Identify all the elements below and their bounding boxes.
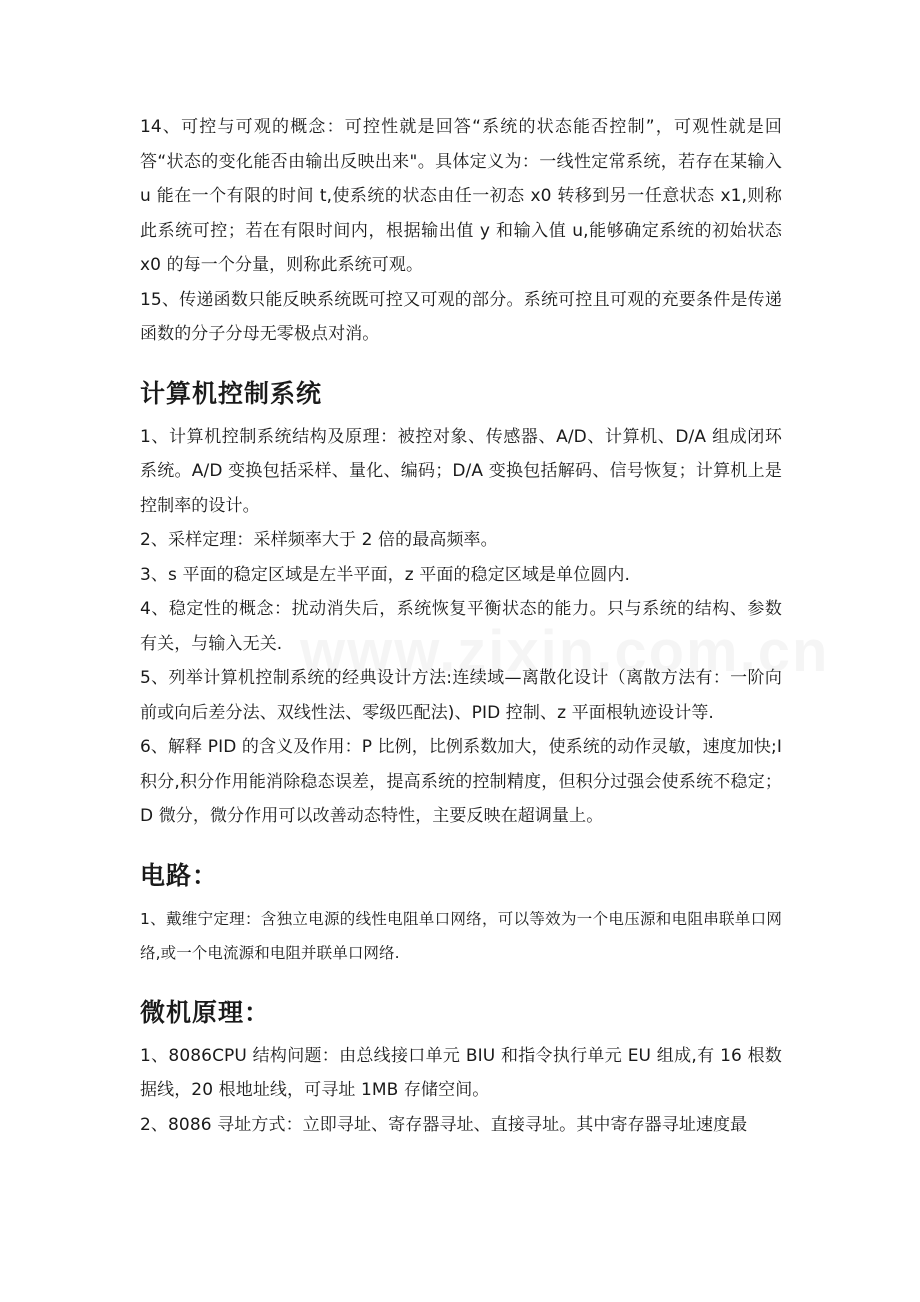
paragraph-transfer-function: 15、传递函数只能反映系统既可控又可观的部分。系统可控且可观的充要条件是传递函数的分子分母无零极点对消。	[140, 289, 782, 344]
paragraph-stability-concept: 4、稳定性的概念：扰动消失后，系统恢复平衡状态的能力。只与系统的结构、参数有关，与输入无关.	[140, 599, 782, 654]
paragraph-8086-structure: 1、8086CPU 结构问题：由总线接口单元 BIU 和指令执行单元 EU 组成,有 16 根数据线，20 根地址线，可寻址 1MB 存储空间。	[140, 1045, 782, 1100]
paragraph-pid: 6、解释 PID 的含义及作用：P 比例，比例系数加大，使系统的动作灵敏，速度加快;I 积分,积分作用能消除稳态误差，提高系统的控制精度，但积分过强会使系统不稳定；D 微分，微分作用可以改善动态特性，主要反映在超调量上。	[140, 737, 782, 826]
heading-microcomputer-principles: 微机原理：	[140, 997, 271, 1027]
paragraph-controllability-observability: 14、可控与可观的概念：可控性就是回答“系统的状态能否控制”，可观性就是回答“状态的变化能否由输出反映出来"。具体定义为：一线性定常系统，若存在某输入 u 能在一个有限的时间 t,使系统的状态由任一初态 x0 转移到另一任意状态 x1,则称此系统可控；若在有限时间内，根据输出值 y 和输入值 u,能够确定系统的初始状态 x0 的每一个分量，则称此系统可观。	[140, 117, 782, 275]
paragraph-thevenin-theorem: 1、戴维宁定理：含独立电源的线性电阻单口网络，可以等效为一个电压源和电阻串联单口网络,或一个电流源和电阻并联单口网络.	[140, 909, 782, 962]
paragraph-computer-control-structure: 1、计算机控制系统结构及原理：被控对象、传感器、A/D、计算机、D/A 组成闭环系统。A/D 变换包括采样、量化、编码；D/A 变换包括解码、信号恢复；计算机上是控制率的设计。	[140, 426, 782, 516]
paragraph-design-methods: 5、列举计算机控制系统的经典设计方法:连续域—离散化设计（离散方法有：一阶向前或向后差分法、双线性法、零级匹配法)、PID 控制、z 平面根轨迹设计等.	[140, 668, 782, 723]
paragraph-sampling-theorem: 2、采样定理：采样频率大于 2 倍的最高频率。	[140, 530, 498, 550]
heading-computer-control-system: 计算机控制系统	[140, 378, 323, 408]
paragraph-stability-region: 3、s 平面的稳定区域是左半平面，z 平面的稳定区域是单位圆内.	[140, 564, 631, 585]
paragraph-8086-addressing: 2、8086 寻址方式：立即寻址、寄存器寻址、直接寻址。其中寄存器寻址速度最	[140, 1114, 748, 1135]
heading-circuit: 电路：	[140, 860, 219, 890]
document-page	[140, 110, 782, 1142]
